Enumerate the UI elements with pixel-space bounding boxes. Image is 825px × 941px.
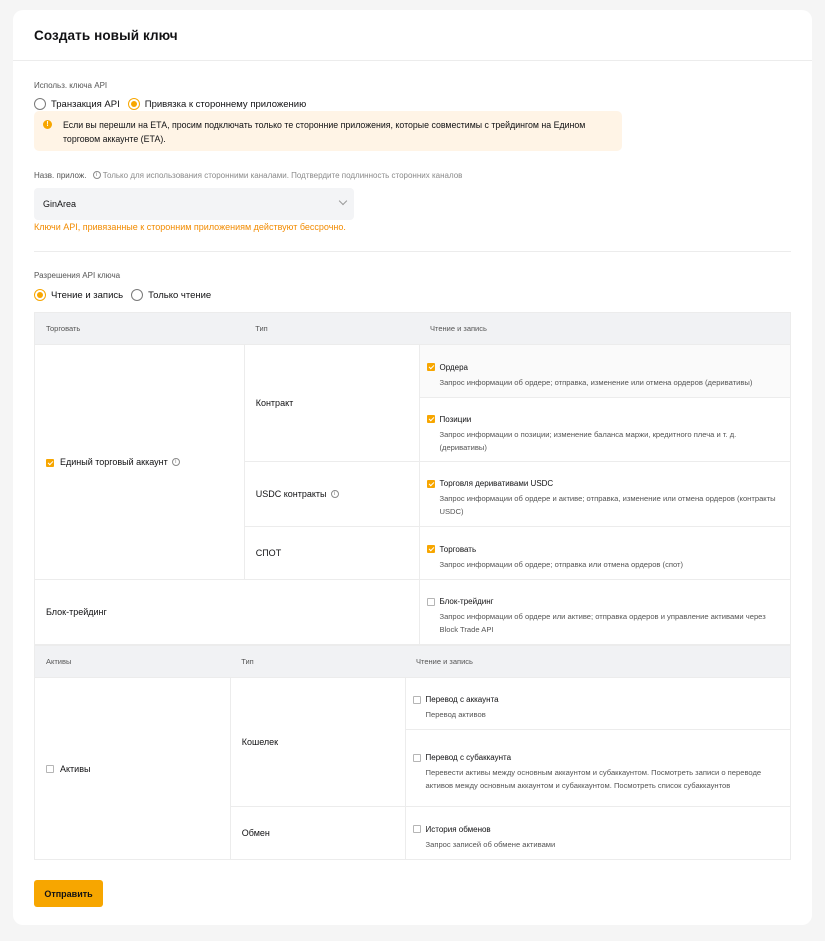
api-usage-radio-group	[34, 98, 314, 110]
exchange-history-perm-cell	[405, 807, 790, 860]
warning-icon: !	[43, 120, 52, 129]
eta-notice-text: Если вы перешли на ЕТА, просим подключать только те сторонние приложения, которые совместимы с трейдингом на Едином торговом аккаунте (ЕТА).	[63, 120, 586, 144]
assets-label: Активы	[60, 763, 91, 774]
app-name-select[interactable]	[34, 188, 354, 220]
transfer-perm-cell	[405, 678, 790, 730]
transfer-title: Перевод с аккаунта	[425, 695, 499, 704]
block-perm-cell	[419, 580, 791, 645]
header-assets: Активы	[35, 646, 231, 678]
block-trade-cell: Блок-трейдинг	[35, 580, 420, 645]
transfer-checkbox[interactable]	[413, 696, 421, 704]
uta-label: Единый торговый аккаунт	[60, 456, 168, 467]
permissions-radio-group	[34, 289, 219, 301]
radio-read-write[interactable]	[34, 289, 46, 301]
exchange-type-cell: Обмен	[230, 807, 405, 860]
assets-permissions-table	[34, 645, 791, 860]
contract-type-cell: Контракт	[244, 345, 419, 462]
eta-notice	[34, 111, 622, 151]
table-header-row	[35, 313, 791, 345]
orders-perm-cell	[419, 345, 791, 398]
exchange-history-desc: Запрос записей об обмене активами	[425, 839, 556, 849]
radio-read-only[interactable]	[131, 289, 143, 301]
sub-transfer-title: Перевод с субаккаунта	[425, 753, 512, 762]
spot-perm-cell	[419, 527, 791, 580]
table-row	[35, 580, 791, 645]
usdc-type-label: USDC контракты	[255, 488, 327, 499]
radio-third-party-app[interactable]	[128, 98, 140, 110]
header-trade: Торговать	[35, 313, 245, 345]
page-title: Создать новый ключ	[34, 28, 178, 43]
assets-cell	[35, 678, 231, 860]
orders-title: Ордера	[439, 362, 469, 372]
sub-transfer-perm-cell	[405, 730, 790, 807]
exchange-history-checkbox[interactable]	[413, 825, 421, 833]
spot-type-cell: СПОТ	[244, 527, 419, 580]
positions-desc: Запрос информации о позиции; изменение баланса маржи, кредитного плеча и т. д. (деривативы)	[439, 429, 737, 452]
app-name-value: GinArea	[43, 199, 77, 209]
divider	[13, 60, 812, 61]
orders-checkbox[interactable]	[427, 363, 435, 371]
assets-checkbox[interactable]	[46, 765, 54, 773]
radio-api-transaction-label[interactable]: Транзакция API	[51, 98, 120, 110]
table-row	[35, 678, 791, 730]
positions-checkbox[interactable]	[427, 415, 435, 423]
uta-checkbox[interactable]	[46, 459, 54, 467]
positions-title: Позиции	[439, 414, 472, 424]
info-icon: i	[172, 458, 180, 466]
header-type: Тип	[230, 646, 405, 678]
table-header-row	[35, 646, 791, 678]
spot-title: Торговать	[439, 544, 477, 554]
divider	[34, 251, 791, 252]
usdc-perm-cell	[419, 462, 791, 527]
block-desc: Запрос информации об ордере или активе; отправка ордеров и управление активами через Block Trade API	[439, 612, 766, 634]
header-read-write: Чтение и запись	[405, 646, 790, 678]
create-key-card	[13, 10, 812, 925]
header-type: Тип	[244, 313, 419, 345]
sub-transfer-checkbox[interactable]	[413, 754, 421, 762]
usdc-title: Торговля деривативами USDC	[439, 479, 554, 488]
block-title: Блок-трейдинг	[439, 597, 494, 606]
radio-third-party-app-label[interactable]: Привязка к стороннему приложению	[144, 98, 307, 110]
radio-api-transaction[interactable]	[34, 98, 46, 110]
exchange-history-title: История обменов	[425, 824, 491, 834]
app-name-label-row	[34, 171, 462, 180]
usdc-type-cell	[244, 462, 419, 527]
permissions-label: Разрешения API ключа	[34, 271, 121, 280]
transfer-desc: Перевод активов	[425, 710, 486, 719]
info-icon: i	[331, 490, 339, 498]
app-name-label: Назв. прилож.	[34, 171, 87, 180]
app-key-validity-note: Ключи API, привязанные к сторонним приложениям действуют бессрочно.	[34, 222, 346, 232]
info-icon: i	[93, 171, 101, 179]
usdc-desc: Запрос информации об ордере и активе; отправка, изменение или отмена ордеров (контракты USDC)	[439, 494, 776, 516]
spot-checkbox[interactable]	[427, 545, 435, 553]
app-name-hint: Только для использования сторонними каналами. Подтвердите подлинность сторонних каналов	[102, 171, 463, 180]
positions-perm-cell	[419, 398, 791, 462]
radio-read-only-label[interactable]: Только чтение	[148, 289, 212, 301]
radio-read-write-label[interactable]: Чтение и запись	[51, 289, 124, 301]
header-read-write: Чтение и запись	[419, 313, 791, 345]
api-usage-label: Использ. ключа API	[34, 81, 108, 90]
spot-desc: Запрос информации об ордере; отправка или отмена ордеров (спот)	[439, 559, 684, 569]
uta-cell	[35, 345, 245, 580]
block-checkbox[interactable]	[427, 598, 435, 606]
submit-button[interactable]: Отправить	[34, 880, 103, 907]
wallet-type-cell: Кошелек	[230, 678, 405, 807]
usdc-checkbox[interactable]	[427, 480, 435, 488]
trade-permissions-table	[34, 312, 791, 645]
sub-transfer-desc: Перевести активы между основным аккаунтом и субаккаунтом. Посмотреть записи о переводе активов между основным аккаунтом и субаккаунтом. Посмотреть список субаккаунтов	[425, 768, 762, 790]
table-row	[35, 345, 791, 398]
chevron-down-icon	[339, 197, 347, 205]
orders-desc: Запрос информации об ордере; отправка, изменение или отмена ордеров (деривативы)	[439, 377, 753, 387]
